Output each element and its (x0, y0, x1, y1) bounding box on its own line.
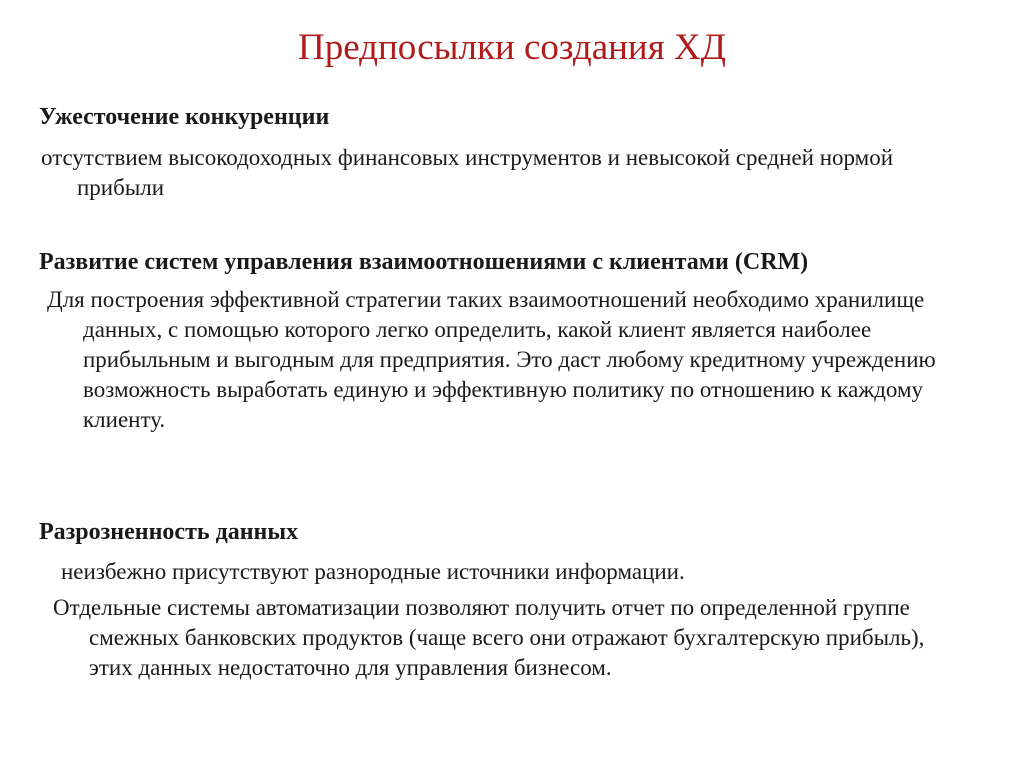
slide-title: Предпосылки создания ХД (298, 27, 726, 68)
section-heading: Разрозненность данных (39, 519, 299, 545)
section-paragraph: отсутствием высокодоходных финансовых инструментов и невысокой средней нормой прибыли (41, 145, 894, 200)
section-paragraph: Отдельные системы автоматизации позволяют получить отчет по определенной группе смежных банковских продуктов (чаще всего они отражают бухгалтерскую прибыль), этих данных недостаточно для управления бизнесом. (53, 595, 925, 680)
section-data-fragmentation (39, 517, 969, 683)
section-competition (39, 102, 969, 203)
section-paragraph: неизбежно присутствуют разнородные источники информации. (61, 559, 685, 584)
section-heading: Развитие систем управления взаимоотношениями с клиентами (CRM) (39, 249, 809, 275)
section-heading: Ужесточение конкуренции (39, 104, 330, 130)
section-crm (39, 247, 969, 435)
section-paragraph: Для построения эффективной стратегии таких взаимоотношений необходимо хранилище данных, с помощью которого легко определить, какой клиент является наиболее прибыльным и выгодным для предприятия. Это даст любому кредитному учреждению возможность выработать единую и эффективную политику по отношению к каждому клиенту. (47, 287, 936, 432)
